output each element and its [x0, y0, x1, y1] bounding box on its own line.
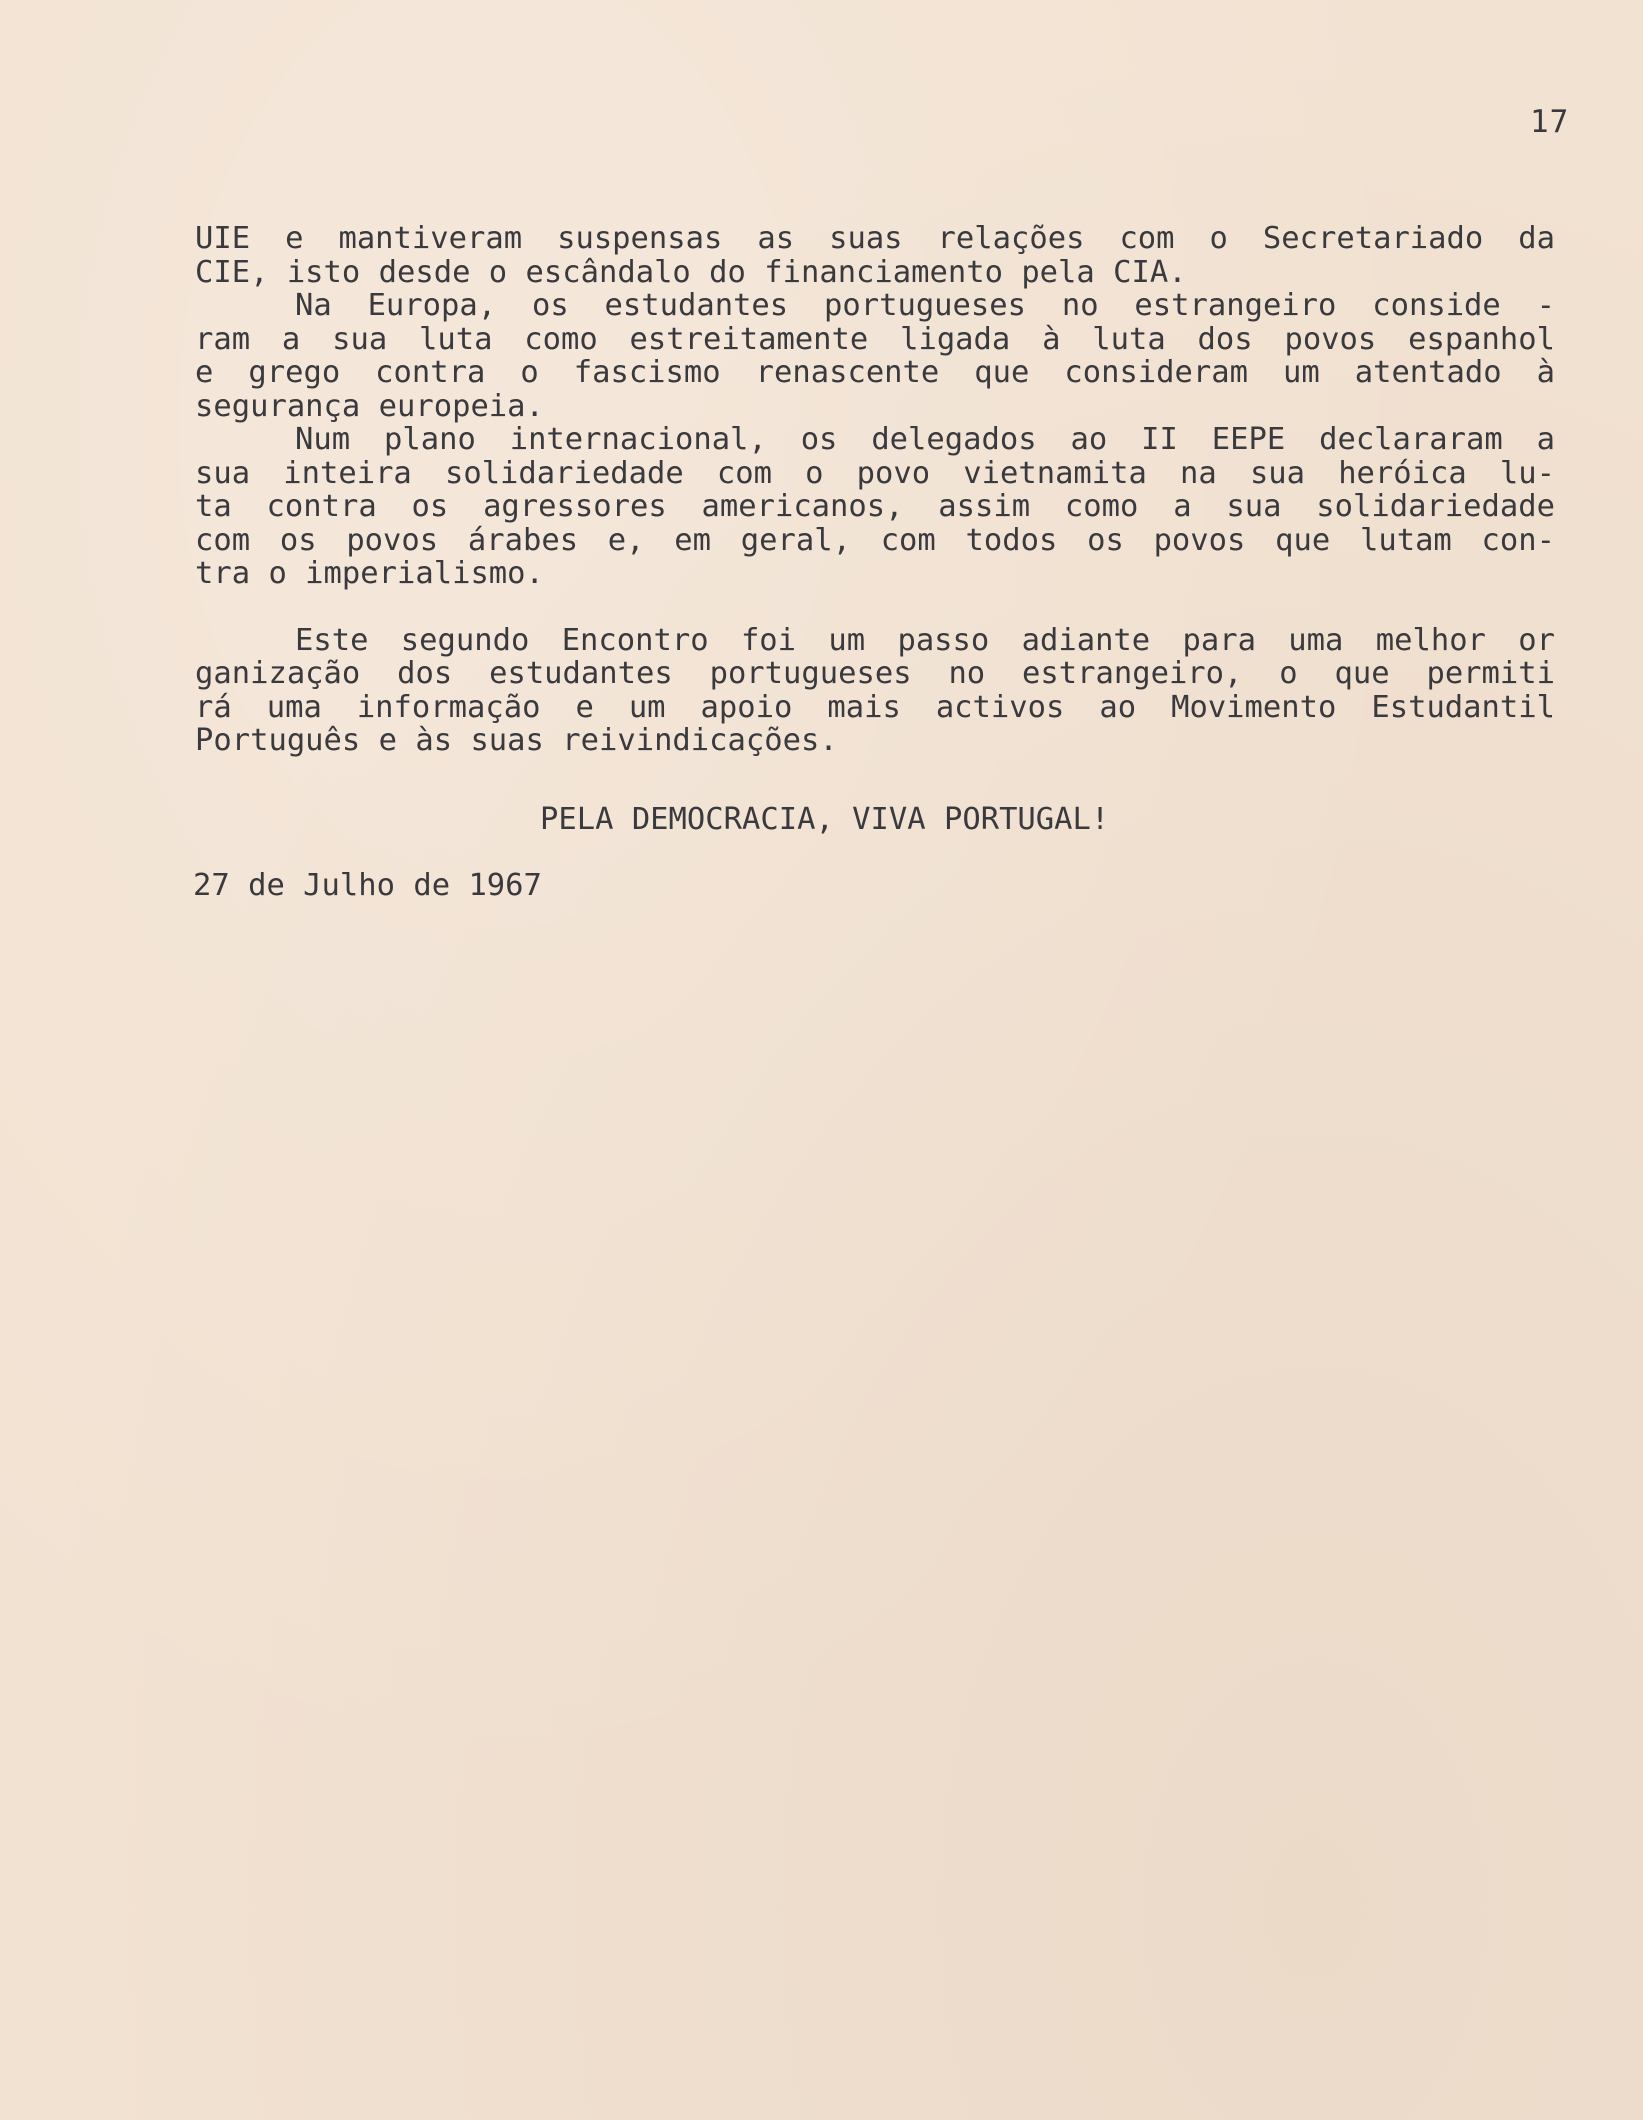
text-line: tra o imperialismo.	[195, 556, 544, 591]
text-line: Num plano internacional, os delegados ao II EEPE declararam a	[295, 422, 1555, 457]
text-line: CIE, isto desde o escândalo do financiamento pela CIA.	[195, 254, 1187, 290]
body-text	[195, 222, 1555, 758]
text-line: Na Europa, os estudantes portugueses no estrangeiro conside -	[295, 288, 1555, 323]
closing-slogan: PELA DEMOCRACIA, VIVA PORTUGAL!	[540, 802, 1110, 837]
text-line: sua inteira solidariedade com o povo vietnamita na sua heróica lu-	[195, 455, 1555, 491]
document-date: 27 de Julho de 1967	[193, 868, 542, 903]
paragraph-2	[195, 289, 1555, 423]
text-line: Português e às suas reivindicações.	[195, 723, 838, 758]
text-line: UIE e mantiveram suspensas as suas relações com o Secretariado da	[195, 221, 1555, 256]
page-number: 17	[1530, 104, 1570, 140]
paragraph-1	[195, 222, 1555, 289]
paragraph-3	[195, 423, 1555, 591]
text-line: Este segundo Encontro foi um passo adiante para uma melhor or	[295, 622, 1555, 658]
text-line: ram a sua luta como estreitamente ligada à luta dos povos espanhol	[195, 321, 1555, 357]
text-line: rá uma informação e um apoio mais activos ao Movimento Estudantil	[195, 689, 1555, 725]
paragraph-gap	[195, 591, 1555, 624]
text-line: e grego contra o fascismo renascente que consideram um atentado à	[195, 355, 1555, 390]
text-line: ganização dos estudantes portugueses no estrangeiro, o que permiti	[195, 656, 1555, 691]
paragraph-4	[195, 624, 1555, 758]
text-line: segurança europeia.	[195, 388, 544, 424]
text-line: com os povos árabes e, em geral, com todos os povos que lutam con-	[195, 522, 1555, 558]
text-line: ta contra os agressores americanos, assim como a sua solidariedade	[195, 489, 1555, 524]
